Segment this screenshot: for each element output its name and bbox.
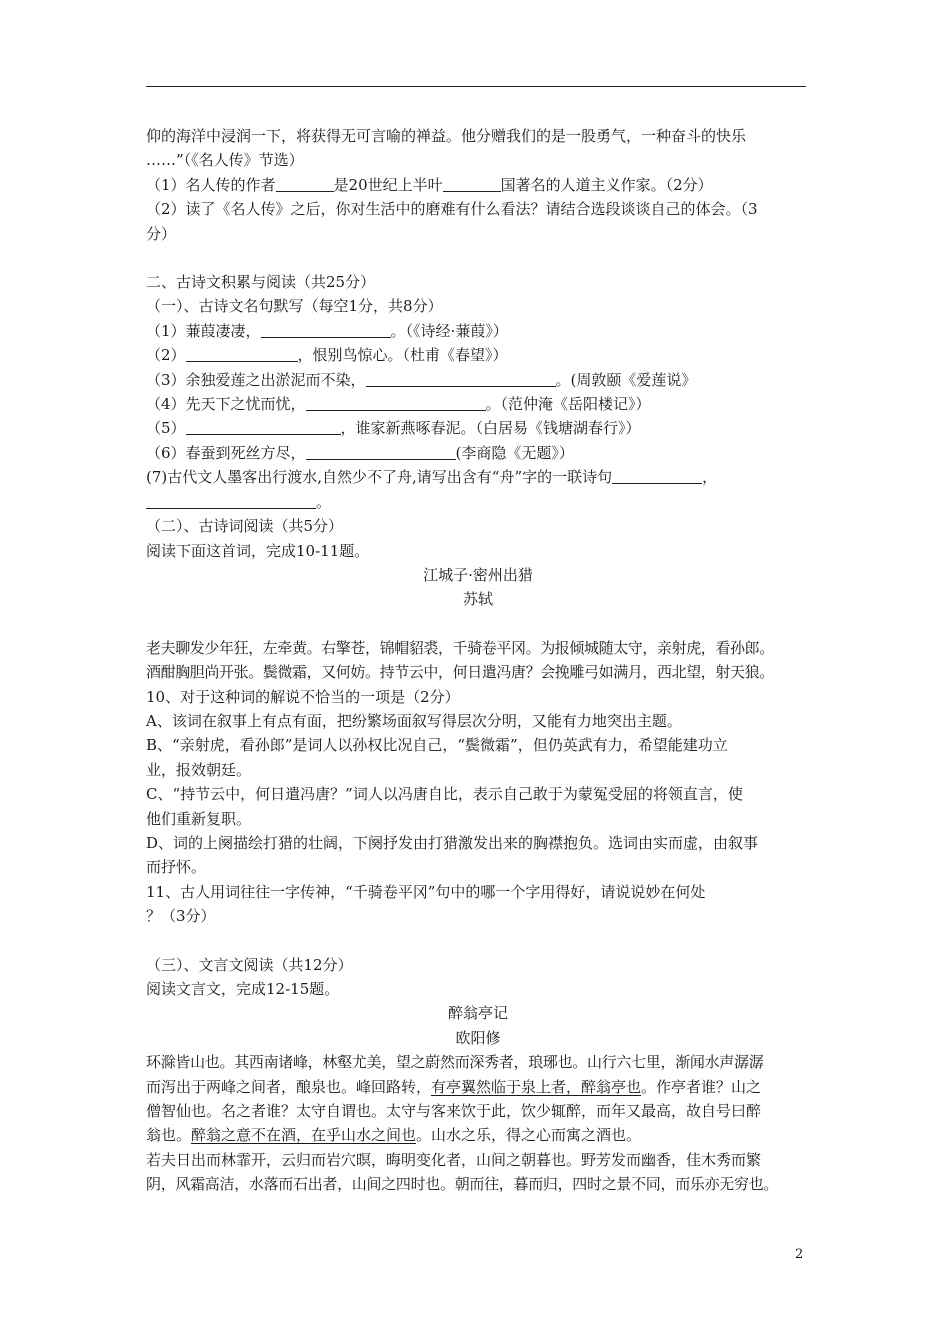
prose-line: 环滁皆山也。其西南诸峰，林壑尤美，望之蔚然而深秀者，琅琊也。山行六七里，渐闻水声潺潺 xyxy=(146,1053,764,1072)
recitation-item: (7)古代文人墨客出行渡水,自然少不了舟,请写出含有“舟”字的一联诗句 ， xyxy=(146,468,718,487)
page-number: 2 xyxy=(795,1247,804,1262)
prose-line: 翁也。醉翁之意不在酒，在乎山水之间也。山水之乐，得之心而寓之酒也。 xyxy=(146,1126,642,1145)
answer-blank[interactable] xyxy=(306,444,456,460)
part-heading: （三）、文言文阅读（共12分） xyxy=(146,955,353,974)
option-a: A、该词在叙事上有点有面，把纷繁场面叙写得层次分明，又能有力地突出主题。 xyxy=(146,711,682,730)
question-2: （2）读了《名人传》之后，你对生活中的磨难有什么看法？请结合选段谈谈自己的体会。（3 xyxy=(146,200,758,219)
prose-line: 僧智仙也。名之者谁？太守自谓也。太守与客来饮于此，饮少辄醉，而年又最高，故自号曰醉 xyxy=(146,1102,762,1121)
underlined-sentence: 醉翁之意不在酒，在乎山水之间也 xyxy=(191,1126,417,1145)
instruction: 阅读文言文，完成12-15题。 xyxy=(146,980,340,998)
answer-blank[interactable] xyxy=(366,371,556,387)
prose-author: 欧阳修 xyxy=(455,1028,501,1047)
section-heading: 二、古诗文积累与阅读（共25分） xyxy=(146,273,376,292)
recitation-item: 。 xyxy=(146,490,810,514)
poem-title: 江城子·密州出猎 xyxy=(423,565,533,584)
question-11: ？（3分） xyxy=(146,907,216,926)
poem-line: 老夫聊发少年狂，左牵黄。右擎苍，锦帽貂裘，千骑卷平冈。为报倾城随太守，亲射虎，看孙郎。 xyxy=(146,638,774,657)
option-d: D、词的上阕描绘打猎的壮阔，下阕抒发由打猎激发出来的胸襟抱负。选词由实而虚，由叙事 xyxy=(146,833,759,852)
intro-line: ……”（《名人传》节选） xyxy=(146,151,304,170)
recitation-item: （2） ，恨别鸟惊心。（杜甫《春望》） xyxy=(146,346,508,365)
recitation-item: （3）余独爱莲之出淤泥而不染， 。(周敦颐《爱莲说》 xyxy=(146,370,697,389)
page-content xyxy=(146,124,810,1197)
instruction: 阅读下面这首词，完成10-11题。 xyxy=(146,541,370,560)
option-c: C、“持节云中，何日遣冯唐？”词人以冯唐自比，表示自己敢于为蒙冤受屈的将领直言，使 xyxy=(146,785,743,804)
answer-blank[interactable] xyxy=(443,176,501,192)
poem-author: 苏轼 xyxy=(462,590,493,609)
prose-title: 醉翁亭记 xyxy=(447,1004,508,1023)
underlined-sentence: 有亭翼然临于泉上者，醉翁亭也 xyxy=(431,1077,642,1096)
part-heading: （一）、古诗文名句默写（每空1分，共8分） xyxy=(146,297,443,316)
answer-blank[interactable] xyxy=(261,322,391,338)
option-d: 而抒怀。 xyxy=(146,858,207,877)
option-c: 他们重新复职。 xyxy=(146,809,252,828)
recitation-item: （5） ，谁家新燕啄春泥。（白居易《钱塘湖春行》） xyxy=(146,419,641,438)
recitation-item: （6）春蚕到死丝方尽， (李商隐《无题》） xyxy=(146,443,574,462)
recitation-item: （1）蒹葭凄凄， 。（《诗经·蒹葭》） xyxy=(146,321,508,340)
answer-blank[interactable] xyxy=(186,346,298,362)
intro-line: 仰的海洋中浸润一下，将获得无可言喻的禅益。他分赠我们的是一股勇气，一种奋斗的快乐 xyxy=(146,127,747,145)
question-11: 11、古人用词往往一字传神，“千骑卷平冈”句中的哪一个字用得好，请说说妙在何处 xyxy=(146,882,706,901)
prose-line: 若夫日出而林霏开，云归而岩穴暝，晦明变化者，山间之朝暮也。野芳发而幽香，佳木秀而繁 xyxy=(146,1150,762,1169)
answer-blank[interactable] xyxy=(612,468,702,484)
prose-line: 阴，风霜高洁，水落而石出者，山间之四时也。朝而往，暮而归，四时之景不同，而乐亦无穷也。 xyxy=(146,1175,779,1194)
question-1: （1）名人传的作者 是20世纪上半叶 国著名的人道主义作家。（2分） xyxy=(146,175,713,194)
answer-blank[interactable] xyxy=(146,493,316,509)
part-heading: （二）、古诗词阅读（共5分） xyxy=(146,517,344,536)
question-10: 10、对于这种词的解说不恰当的一项是（2分） xyxy=(146,687,460,706)
recitation-item: （4）先天下之忧而忧， 。（范仲淹《岳阳楼记》） xyxy=(146,395,651,414)
prose-line: 而泻出于两峰之间者，酿泉也。峰回路转，有亭翼然临于泉上者，醉翁亭也。作亭者谁？山之 xyxy=(146,1077,762,1096)
question-2: 分） xyxy=(146,224,177,243)
option-b: 业，报效朝廷。 xyxy=(146,760,252,779)
header-rule xyxy=(146,86,806,87)
option-b: B、“亲射虎，看孙郎”是词人以孙权比况自己，“鬓微霜”，但仍英武有力，希望能建功立 xyxy=(146,736,728,755)
poem-line: 酒酣胸胆尚开张。鬓微霜，又何妨。持节云中，何日遣冯唐？会挽雕弓如满月，西北望，射天狼。 xyxy=(146,663,774,682)
answer-blank[interactable] xyxy=(276,176,334,192)
answer-blank[interactable] xyxy=(306,395,486,411)
answer-blank[interactable] xyxy=(186,419,341,435)
